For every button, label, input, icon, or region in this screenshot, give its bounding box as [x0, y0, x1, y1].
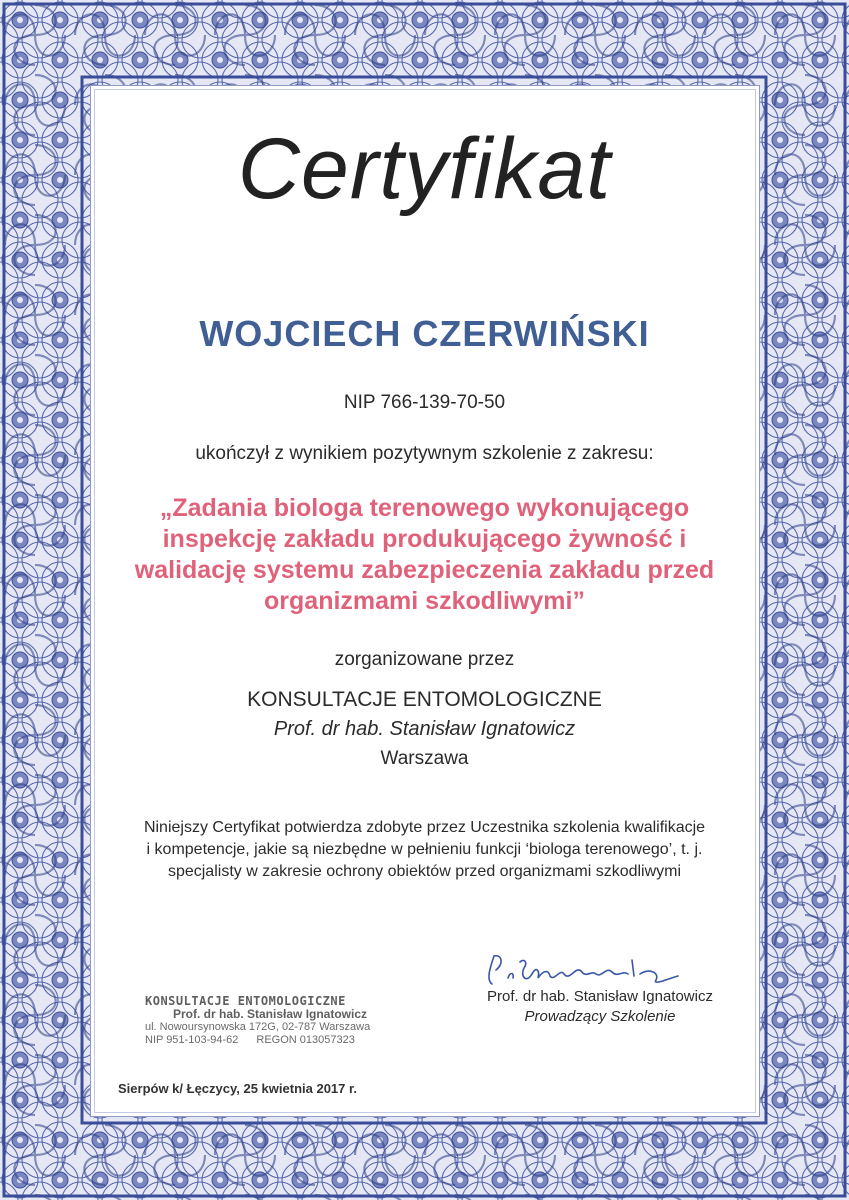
organization-stamp [145, 995, 375, 1047]
course-title-line: organizmami szkodliwymi” [264, 587, 585, 615]
course-title [110, 493, 739, 617]
stamp-address: ul. Nowoursynowska 172G, 02-787 Warszawa [145, 1021, 371, 1033]
stamp-regon: REGON 013057323 [256, 1034, 355, 1046]
course-title-line: inspekcję zakładu produkującego żywność i [162, 525, 687, 553]
organized-by-text: zorganizowane przez [334, 649, 515, 670]
place-and-date: Sierpów k/ Łęczycy, 25 kwietnia 2017 r. [118, 1081, 357, 1096]
certificate-title: Certyfikat [237, 121, 612, 217]
stamp-person: Prof. dr hab. Stanisław Ignatowicz [173, 1007, 368, 1021]
completion-text: ukończył z wynikiem pozytywnym szkolenie z zakresu: [195, 443, 654, 464]
statement-line: Niniejszy Certyfikat potwierdza zdobyte przez Uczestnika szkolenia kwalifikacje [143, 819, 706, 836]
course-title-line: „Zadania biologa terenowego wykonującego [159, 494, 690, 522]
certificate-statement [110, 817, 739, 883]
signatory-role: Prowadzący Szkolenie [524, 1008, 676, 1025]
recipient-name: WOJCIECH CZERWIŃSKI [199, 313, 650, 354]
recipient-nip: NIP 766-139-70-50 [343, 392, 506, 413]
signatory-block [440, 987, 760, 1027]
statement-line: i kompetencje, jakie są niezbędne w pełnieniu funkcji ‘biologa terenowego’, t. j. [146, 841, 703, 858]
course-title-line: walidację systemu zabezpieczenia zakładu przed [134, 556, 715, 584]
stamp-ids [145, 1034, 375, 1047]
organizer-person: Prof. dr hab. Stanisław Ignatowicz [273, 718, 576, 740]
stamp-title: KONSULTACJE ENTOMOLOGICZNE [145, 994, 346, 1008]
statement-line: specjalisty w zakresie ochrony obiektów przed organizmami szkodliwymi [167, 863, 682, 880]
stamp-nip: NIP 951-103-94-62 [145, 1034, 239, 1046]
organizer-name: KONSULTACJE ENTOMOLOGICZNE [247, 688, 602, 711]
signatory-name: Prof. dr hab. Stanisław Ignatowicz [487, 988, 713, 1005]
organizer-city: Warszawa [380, 748, 469, 769]
